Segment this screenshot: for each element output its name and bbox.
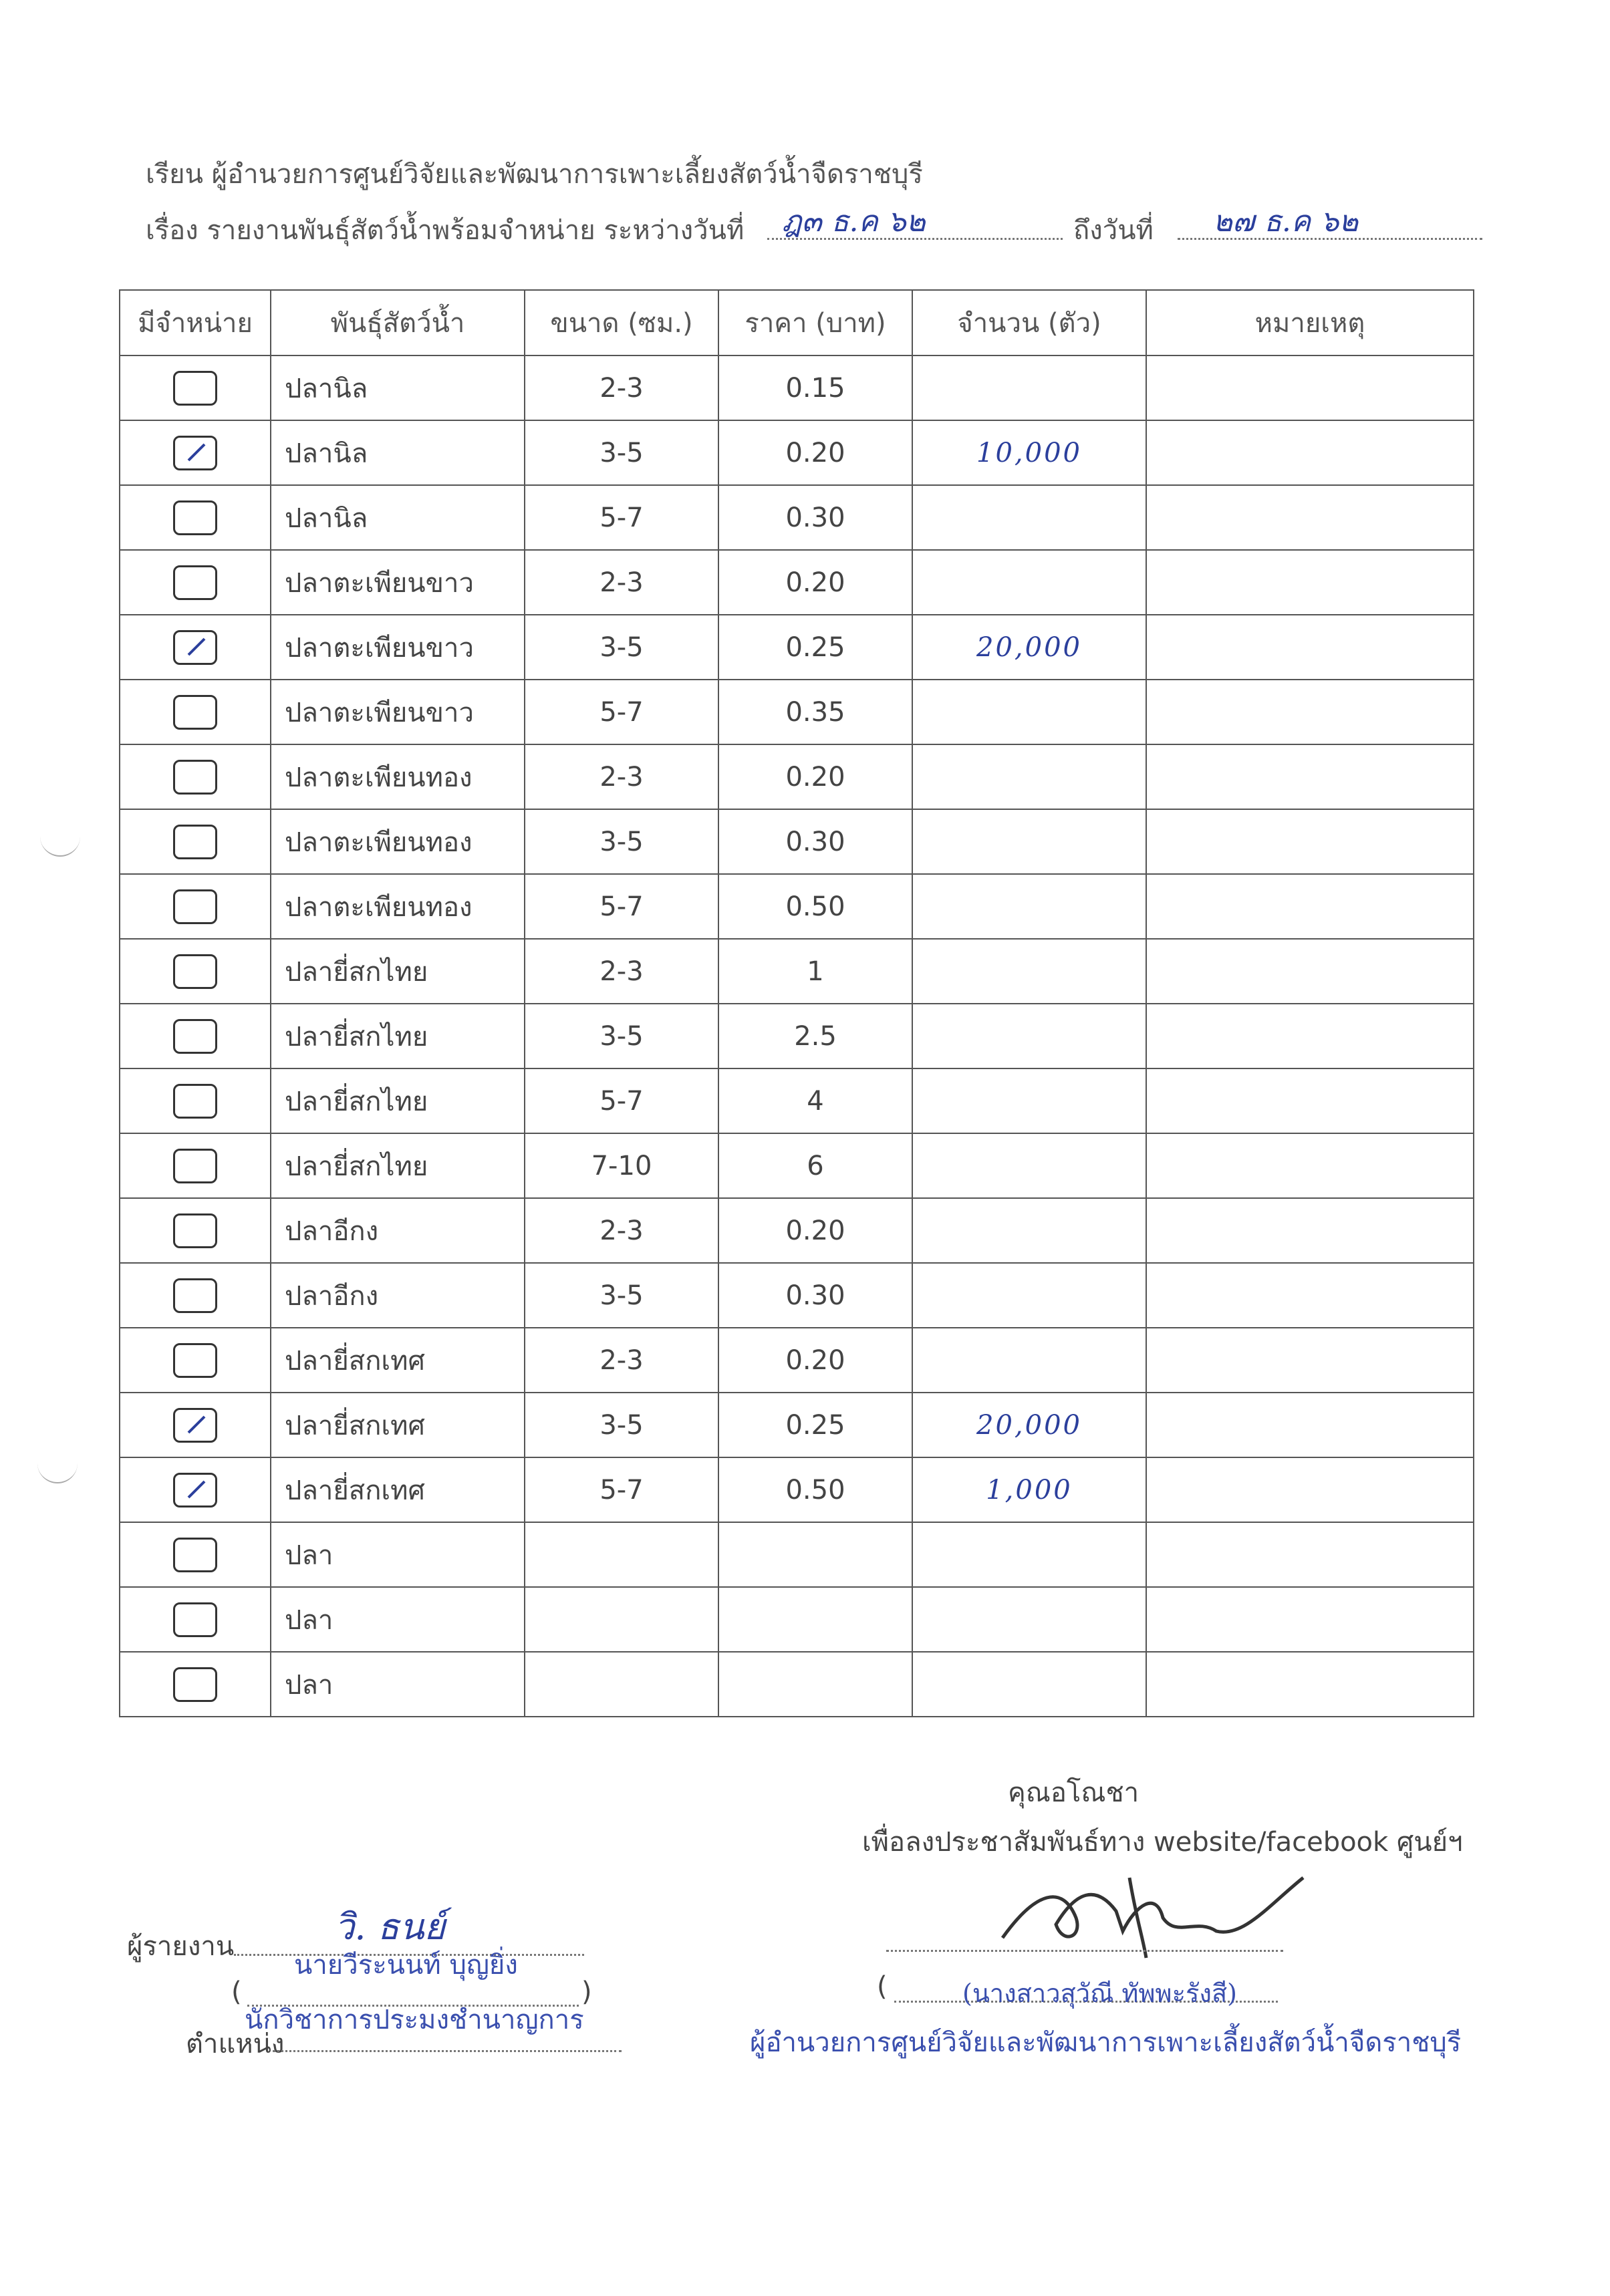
checkbox[interactable] bbox=[173, 889, 217, 924]
species-cell: ปลา bbox=[271, 1652, 525, 1717]
table-row bbox=[120, 1587, 1474, 1652]
available-cell bbox=[120, 1587, 271, 1652]
reporter-signature: วิ. ธนย์ bbox=[334, 1906, 446, 1948]
available-cell bbox=[120, 939, 271, 1004]
quantity-cell bbox=[912, 939, 1146, 1004]
table-row bbox=[120, 550, 1474, 615]
quantity-cell bbox=[912, 1328, 1146, 1393]
price-cell: 0.20 bbox=[718, 1198, 912, 1263]
checkbox[interactable] bbox=[173, 371, 217, 406]
available-cell bbox=[120, 485, 271, 550]
director-title: ผู้อำนวยการศูนย์วิจัยและพัฒนาการเพาะเลี้ยงสัตว์น้ำจืดราชบุรี bbox=[750, 2027, 1462, 2058]
table-row bbox=[120, 1263, 1474, 1328]
note-cell bbox=[1146, 1457, 1474, 1522]
price-cell: 0.15 bbox=[718, 355, 912, 420]
available-cell bbox=[120, 1457, 271, 1522]
table-row bbox=[120, 1522, 1474, 1587]
reporter-label: ผู้รายงาน bbox=[127, 1931, 235, 1962]
size-cell bbox=[525, 1587, 718, 1652]
checkbox-checked[interactable] bbox=[173, 1473, 217, 1508]
available-cell bbox=[120, 744, 271, 809]
size-cell: 2-3 bbox=[525, 355, 718, 420]
species-cell: ปลานิล bbox=[271, 355, 525, 420]
approval-purpose: เพื่อลงประชาสัมพันธ์ทาง website/facebook ศูนย์ฯ bbox=[862, 1827, 1463, 1858]
quantity-cell bbox=[912, 355, 1146, 420]
price-cell: 0.20 bbox=[718, 744, 912, 809]
available-cell bbox=[120, 1133, 271, 1198]
price-cell: 0.25 bbox=[718, 1393, 912, 1457]
available-cell bbox=[120, 1198, 271, 1263]
table-row bbox=[120, 809, 1474, 874]
director-name-open-paren: ( bbox=[877, 1971, 888, 2002]
table-row bbox=[120, 1652, 1474, 1717]
species-cell: ปลายี่สกไทย bbox=[271, 939, 525, 1004]
price-cell: 2.5 bbox=[718, 1004, 912, 1068]
price-cell: 0.30 bbox=[718, 485, 912, 550]
checkbox[interactable] bbox=[173, 695, 217, 730]
quantity-cell bbox=[912, 744, 1146, 809]
col-header-available: มีจำหน่าย bbox=[120, 290, 271, 355]
check-mark-icon bbox=[188, 1480, 206, 1498]
species-cell: ปลายี่สกเทศ bbox=[271, 1393, 525, 1457]
available-cell bbox=[120, 874, 271, 939]
size-cell: 2-3 bbox=[525, 550, 718, 615]
director-signature-line bbox=[886, 1950, 1283, 1952]
available-cell bbox=[120, 809, 271, 874]
available-cell bbox=[120, 550, 271, 615]
table-row bbox=[120, 1133, 1474, 1198]
from-date-value: ฎ๓ ธ.ค ๖๒ bbox=[782, 204, 926, 239]
species-cell: ปลานิล bbox=[271, 485, 525, 550]
price-cell: 4 bbox=[718, 1068, 912, 1133]
checkbox[interactable] bbox=[173, 500, 217, 535]
checkbox[interactable] bbox=[173, 1343, 217, 1378]
subject-line: เรื่อง รายงานพันธุ์สัตว์น้ำพร้อมจำหน่าย ระหว่างวันที่ bbox=[146, 215, 745, 246]
species-cell: ปลายี่สกเทศ bbox=[271, 1457, 525, 1522]
reporter-name: นายวีระนนท์ บุญยิ่ง bbox=[294, 1950, 518, 1981]
table-row bbox=[120, 355, 1474, 420]
note-cell bbox=[1146, 1133, 1474, 1198]
species-cell: ปลาตะเพียนทอง bbox=[271, 744, 525, 809]
note-cell bbox=[1146, 744, 1474, 809]
quantity-cell bbox=[912, 550, 1146, 615]
checkbox[interactable] bbox=[173, 565, 217, 600]
quantity-cell bbox=[912, 1652, 1146, 1717]
to-date-value: ๒๗ ธ.ค ๖๒ bbox=[1213, 204, 1359, 239]
table-row bbox=[120, 1198, 1474, 1263]
price-cell: 0.20 bbox=[718, 420, 912, 485]
checkbox-checked[interactable] bbox=[173, 1408, 217, 1443]
size-cell: 3-5 bbox=[525, 1263, 718, 1328]
note-cell bbox=[1146, 1328, 1474, 1393]
check-mark-icon bbox=[188, 1415, 206, 1433]
director-name: (นางสาวสุวัณี ทัพพะรังสี) bbox=[962, 1979, 1237, 2008]
check-mark-icon bbox=[188, 443, 206, 461]
col-header-note: หมายเหตุ bbox=[1146, 290, 1474, 355]
position-line bbox=[273, 2050, 622, 2052]
available-cell bbox=[120, 355, 271, 420]
species-cell: ปลา bbox=[271, 1587, 525, 1652]
note-cell bbox=[1146, 420, 1474, 485]
note-cell bbox=[1146, 485, 1474, 550]
note-cell bbox=[1146, 1393, 1474, 1457]
available-cell bbox=[120, 1328, 271, 1393]
price-cell: 0.50 bbox=[718, 1457, 912, 1522]
note-cell bbox=[1146, 1522, 1474, 1587]
checkbox-checked[interactable] bbox=[173, 436, 217, 470]
note-cell bbox=[1146, 809, 1474, 874]
table-row bbox=[120, 744, 1474, 809]
price-cell: 6 bbox=[718, 1133, 912, 1198]
available-cell bbox=[120, 1652, 271, 1717]
table-row bbox=[120, 485, 1474, 550]
reporter-name-open-paren: ( bbox=[231, 1977, 242, 2007]
checkbox[interactable] bbox=[173, 1667, 217, 1702]
species-cell: ปลา bbox=[271, 1522, 525, 1587]
price-cell: 0.35 bbox=[718, 680, 912, 744]
checkbox[interactable] bbox=[173, 1538, 217, 1572]
col-header-price: ราคา (บาท) bbox=[718, 290, 912, 355]
approval-addressee: คุณอโณชา bbox=[1008, 1777, 1139, 1808]
table-row bbox=[120, 1393, 1474, 1457]
table-row bbox=[120, 1457, 1474, 1522]
price-cell: 0.20 bbox=[718, 1328, 912, 1393]
size-cell: 2-3 bbox=[525, 939, 718, 1004]
price-cell bbox=[718, 1587, 912, 1652]
available-cell bbox=[120, 420, 271, 485]
note-cell bbox=[1146, 615, 1474, 680]
note-cell bbox=[1146, 1004, 1474, 1068]
to-line: เรียน ผู้อำนวยการศูนย์วิจัยและพัฒนาการเพาะเลี้ยงสัตว์น้ำจืดราชบุรี bbox=[146, 159, 923, 190]
size-cell: 5-7 bbox=[525, 1068, 718, 1133]
table-row bbox=[120, 615, 1474, 680]
size-cell bbox=[525, 1522, 718, 1587]
price-cell: 0.30 bbox=[718, 1263, 912, 1328]
quantity-cell bbox=[912, 1263, 1146, 1328]
table-body bbox=[120, 355, 1474, 1717]
quantity-cell bbox=[912, 485, 1146, 550]
quantity-cell: 1,000 bbox=[912, 1457, 1146, 1522]
note-cell bbox=[1146, 1068, 1474, 1133]
species-cell: ปลานิล bbox=[271, 420, 525, 485]
table-row bbox=[120, 1068, 1474, 1133]
note-cell bbox=[1146, 1587, 1474, 1652]
species-cell: ปลาตะเพียนขาว bbox=[271, 615, 525, 680]
available-cell bbox=[120, 1263, 271, 1328]
species-cell: ปลาตะเพียนทอง bbox=[271, 809, 525, 874]
table-row bbox=[120, 1004, 1474, 1068]
reporter-name-close-paren: ) bbox=[581, 1977, 592, 2007]
quantity-cell: 10,000 bbox=[912, 420, 1146, 485]
hole-punch-mark bbox=[37, 1455, 78, 1483]
table-row bbox=[120, 1328, 1474, 1393]
quantity-cell bbox=[912, 1587, 1146, 1652]
size-cell: 3-5 bbox=[525, 809, 718, 874]
checkbox[interactable] bbox=[173, 1019, 217, 1054]
checkbox[interactable] bbox=[173, 1213, 217, 1248]
hole-punch-mark bbox=[40, 829, 80, 857]
col-header-size: ขนาด (ซม.) bbox=[525, 290, 718, 355]
size-cell: 7-10 bbox=[525, 1133, 718, 1198]
note-cell bbox=[1146, 680, 1474, 744]
available-cell bbox=[120, 1522, 271, 1587]
size-cell: 5-7 bbox=[525, 680, 718, 744]
size-cell: 3-5 bbox=[525, 1004, 718, 1068]
quantity-cell: 20,000 bbox=[912, 615, 1146, 680]
quantity-cell: 20,000 bbox=[912, 1393, 1146, 1457]
species-cell: ปลายี่สกไทย bbox=[271, 1004, 525, 1068]
size-cell: 2-3 bbox=[525, 1328, 718, 1393]
checkbox[interactable] bbox=[173, 1602, 217, 1637]
available-cell bbox=[120, 1393, 271, 1457]
quantity-cell bbox=[912, 1068, 1146, 1133]
position-label: ตำแหน่ง bbox=[186, 2029, 285, 2059]
size-cell: 2-3 bbox=[525, 744, 718, 809]
species-cell: ปลายี่สกเทศ bbox=[271, 1328, 525, 1393]
checkbox[interactable] bbox=[173, 1084, 217, 1119]
note-cell bbox=[1146, 355, 1474, 420]
available-cell bbox=[120, 615, 271, 680]
species-cell: ปลาตะเพียนขาว bbox=[271, 680, 525, 744]
quantity-cell bbox=[912, 1133, 1146, 1198]
table-row bbox=[120, 680, 1474, 744]
price-cell: 1 bbox=[718, 939, 912, 1004]
price-cell: 0.50 bbox=[718, 874, 912, 939]
table-header-row bbox=[120, 290, 1474, 355]
note-cell bbox=[1146, 874, 1474, 939]
position-value: นักวิชาการประมงชำนาญการ bbox=[245, 2005, 584, 2035]
fish-stock-table bbox=[119, 289, 1474, 1717]
available-cell bbox=[120, 1068, 271, 1133]
price-cell: 0.30 bbox=[718, 809, 912, 874]
note-cell bbox=[1146, 1198, 1474, 1263]
available-cell bbox=[120, 1004, 271, 1068]
size-cell: 3-5 bbox=[525, 615, 718, 680]
price-cell: 0.25 bbox=[718, 615, 912, 680]
table-row bbox=[120, 939, 1474, 1004]
size-cell: 3-5 bbox=[525, 420, 718, 485]
col-header-quantity: จำนวน (ตัว) bbox=[912, 290, 1146, 355]
quantity-cell bbox=[912, 809, 1146, 874]
species-cell: ปลายี่สกไทย bbox=[271, 1068, 525, 1133]
species-cell: ปลาตะเพียนขาว bbox=[271, 550, 525, 615]
col-header-species: พันธุ์สัตว์น้ำ bbox=[271, 290, 525, 355]
size-cell bbox=[525, 1652, 718, 1717]
quantity-cell bbox=[912, 874, 1146, 939]
checkbox[interactable] bbox=[173, 1149, 217, 1183]
note-cell bbox=[1146, 1652, 1474, 1717]
price-cell bbox=[718, 1652, 912, 1717]
checkbox[interactable] bbox=[173, 760, 217, 795]
checkbox-checked[interactable] bbox=[173, 630, 217, 665]
checkbox[interactable] bbox=[173, 954, 217, 989]
quantity-cell bbox=[912, 1522, 1146, 1587]
quantity-cell bbox=[912, 680, 1146, 744]
species-cell: ปลาตะเพียนทอง bbox=[271, 874, 525, 939]
species-cell: ปลายี่สกไทย bbox=[271, 1133, 525, 1198]
species-cell: ปลาอีกง bbox=[271, 1198, 525, 1263]
check-mark-icon bbox=[188, 637, 206, 656]
checkbox[interactable] bbox=[173, 1278, 217, 1313]
size-cell: 5-7 bbox=[525, 874, 718, 939]
table-row bbox=[120, 420, 1474, 485]
available-cell bbox=[120, 680, 271, 744]
size-cell: 2-3 bbox=[525, 1198, 718, 1263]
species-cell: ปลาอีกง bbox=[271, 1263, 525, 1328]
quantity-cell bbox=[912, 1198, 1146, 1263]
quantity-cell bbox=[912, 1004, 1146, 1068]
to-date-label: ถึงวันที่ bbox=[1073, 215, 1154, 246]
checkbox[interactable] bbox=[173, 825, 217, 859]
note-cell bbox=[1146, 939, 1474, 1004]
price-cell bbox=[718, 1522, 912, 1587]
note-cell bbox=[1146, 1263, 1474, 1328]
price-cell: 0.20 bbox=[718, 550, 912, 615]
note-cell bbox=[1146, 550, 1474, 615]
table-row bbox=[120, 874, 1474, 939]
size-cell: 5-7 bbox=[525, 485, 718, 550]
size-cell: 3-5 bbox=[525, 1393, 718, 1457]
size-cell: 5-7 bbox=[525, 1457, 718, 1522]
